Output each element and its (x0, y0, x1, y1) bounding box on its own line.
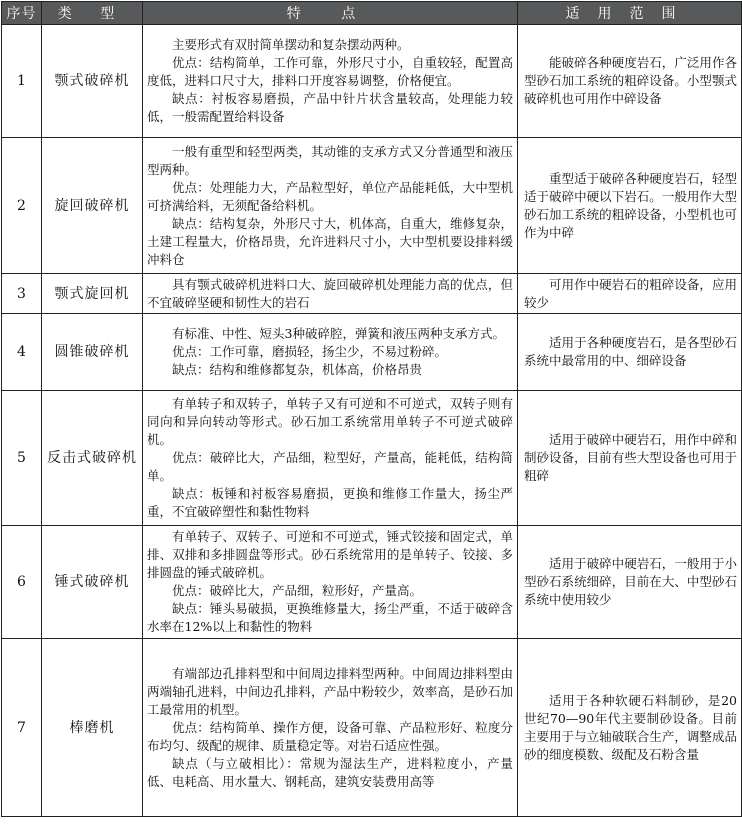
scope-text: 适用于各种硬度岩石，是各型砂石系统中最常用的中、细碎设备 (524, 335, 737, 368)
row-scope (518, 314, 742, 391)
scope-text: 适用于破碎中硬岩石，一般用于小型砂石系统细碎，目前在大、中型砂石系统中使用较少 (524, 556, 737, 607)
header-scope: 适用范围 (518, 2, 742, 25)
feature-paragraph: 有单转子、双转子、可逆和不可逆式，锤式铰接和固定式，单排、双排和多排圆盘等形式。砂石系统常用的是单转子、铰接、多排圆盘的锤式破碎机。 (147, 529, 513, 580)
feature-paragraph: 缺点：结构复杂，外形尺寸大，机体高，自重大，维修复杂，土建工程量大，价格昂贵，允许进料尺寸小，大中型机要设排料缓冲料仓 (147, 215, 513, 267)
feature-paragraph: 一般有重型和轻型两类，其动锥的支承方式又分普通型和液压型两种。 (147, 143, 513, 177)
row-scope (518, 138, 742, 274)
row-features (143, 138, 518, 274)
feature-paragraph: 优点：处理能力大，产品粒型好，单位产品能耗低，大中型机可挤满给料，无须配备给料机。 (147, 179, 513, 213)
feature-paragraph: 主要形式有双肘简单摆动和复杂摆动两种。 (172, 37, 410, 52)
row-no: 1 (2, 25, 42, 138)
feature-paragraph: 具有颚式破碎机进料口大、旋回破碎机处理能力高的优点，但不宜破碎坚硬和韧性大的岩石 (147, 276, 513, 310)
row-features (143, 274, 518, 314)
row-no: 7 (2, 639, 42, 817)
row-features (143, 391, 518, 526)
scope-text: 可用作中硬岩石的粗碎设备，应用较少 (524, 276, 737, 310)
row-features (143, 25, 518, 138)
row-scope (518, 274, 742, 314)
row-scope (518, 25, 742, 138)
feature-paragraph: 优点：结构简单、操作方便，设备可靠、产品粒形好、粒度分布均匀、级配的规律、质量稳定等。对岩石适应性强。 (147, 719, 513, 753)
row-features (143, 639, 518, 817)
row-no: 5 (2, 391, 42, 526)
row-features (143, 526, 518, 639)
feature-paragraph: 优点：破碎比大，产品细，粒型好，产量高，能耗低，结构简单。 (147, 450, 513, 483)
header-no: 序号 (2, 2, 42, 25)
row-scope (518, 391, 742, 526)
feature-paragraph: 有标准、中性、短头3种破碎腔，弹簧和液压两种支承方式。 (172, 326, 505, 341)
row-no: 4 (2, 314, 42, 391)
scope-text: 重型适于破碎各种硬度岩石，轻型适于破碎中硬以下岩石。一般用作大型砂石加工系统的粗碎设备，小型机也可作为中碎 (524, 170, 737, 240)
feature-paragraph: 缺点：板锤和衬板容易磨损，更换和维修工作量大，扬尘严重，不宜破碎塑性和黏性物料 (147, 486, 513, 519)
feature-paragraph: 缺点：衬板容易磨损，产品中针片状含量较高，处理能力较低，一般需配置给料设备 (147, 91, 513, 124)
feature-paragraph: 优点：工作可靠，磨损轻，扬尘少，不易过粉碎。 (172, 344, 448, 359)
feature-paragraph: 缺点：锤头易破损，更换维修量大，扬尘严重，不适于破碎含水率在12%以上和黏性的物料 (147, 601, 513, 634)
header-features: 特 点 (143, 2, 518, 25)
feature-paragraph: 缺点：结构和维修都复杂，机体高，价格昂贵 (172, 362, 423, 377)
scope-text: 能破碎各种硬度岩石，广泛用作各型砂石加工系统的粗碎设备。小型颚式破碎机也可用作中碎设备 (524, 55, 737, 106)
row-type: 反击式破碎机 (42, 391, 143, 526)
table-row (2, 639, 742, 817)
crusher-comparison-table (1, 1, 742, 817)
feature-paragraph: 优点：结构简单，工作可靠，外形尺寸小，自重较轻，配置高度低，进料口尺寸大，排料口开度容易调整，价格便宜。 (147, 55, 513, 88)
feature-paragraph: 有单转子和双转子，单转子又有可逆和不可逆式，双转子则有同向和异向转动等形式。砂石加工系统常用单转子不可逆式破碎机。 (147, 396, 513, 447)
row-no: 3 (2, 274, 42, 314)
scope-text: 适用于各种软硬石料制砂，是20世纪70—90年代主要制砂设备。目前主要用于与立轴破联合生产，调整成品砂的细度模数、级配及石粉含量 (524, 692, 737, 762)
table-row (2, 391, 742, 526)
row-type: 圆锥破碎机 (42, 314, 143, 391)
row-scope (518, 526, 742, 639)
row-type: 旋回破碎机 (42, 138, 143, 274)
table-header-row (2, 2, 742, 25)
row-no: 2 (2, 138, 42, 274)
row-features (143, 314, 518, 391)
table-row (2, 274, 742, 314)
table-row (2, 25, 742, 138)
table-row (2, 526, 742, 639)
row-no: 6 (2, 526, 42, 639)
table-row (2, 314, 742, 391)
header-type: 类 型 (42, 2, 143, 25)
row-type: 棒磨机 (42, 639, 143, 817)
table-row (2, 138, 742, 274)
row-scope (518, 639, 742, 817)
feature-paragraph: 优点：破碎比大，产品细，粒形好，产量高。 (172, 583, 423, 598)
row-type: 颚式旋回机 (42, 274, 143, 314)
row-type: 锤式破碎机 (42, 526, 143, 639)
scope-text: 适用于破碎中硬岩石，用作中碎和制砂设备，目前有些大型设备也可用于粗碎 (524, 432, 737, 483)
feature-paragraph: 缺点（与立破相比）：常规为湿法生产，进料粒度小，产量低、电耗高、用水量大、钢耗高，建筑安装费用高等 (147, 755, 513, 789)
row-type: 颚式破碎机 (42, 25, 143, 138)
feature-paragraph: 有端部边孔排料型和中间周边排料型两种。中间周边排料型由两端轴孔进料，中间边孔排料，产品中粉较少，效率高，是砂石加工最常用的机型。 (147, 665, 513, 717)
